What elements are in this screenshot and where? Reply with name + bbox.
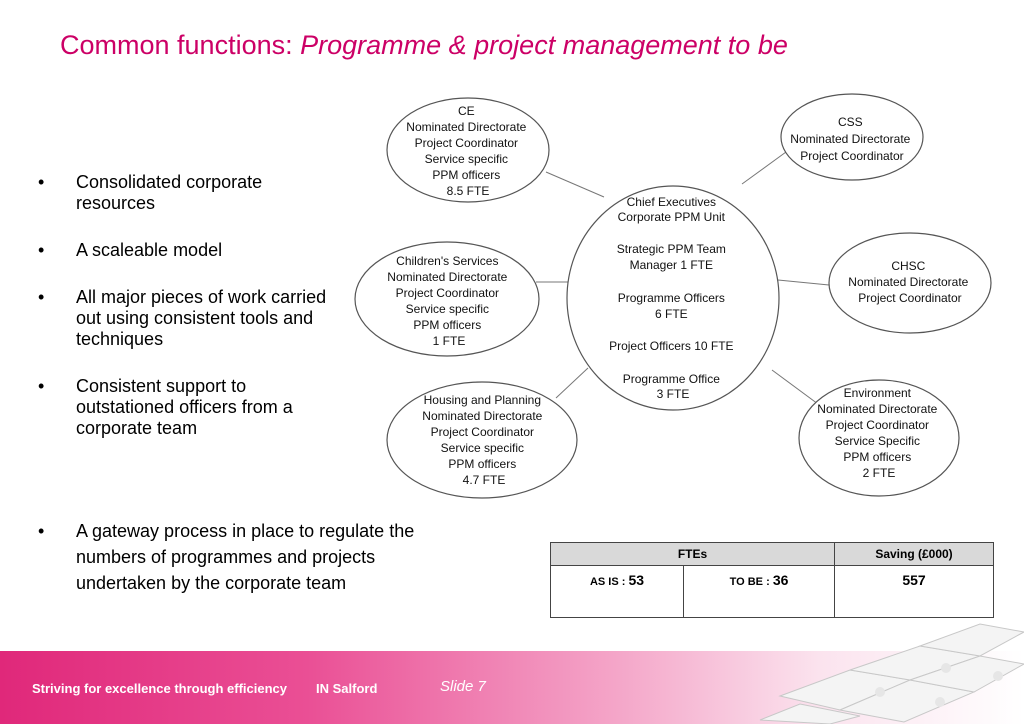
css-node: [781, 94, 923, 180]
childrens-services-node: [355, 242, 539, 356]
bullet-item: • All major pieces of work carried out using consistent tools and techniques: [38, 287, 328, 350]
bullet-item: • A scaleable model: [38, 240, 328, 261]
bullet-item: • A gateway process in place to regulate the numbers of programmes and projects undertaken by the corporate team: [38, 518, 458, 596]
title-prefix: Common functions:: [60, 30, 301, 60]
footer-city: IN Salford: [316, 681, 378, 696]
chsc-node: [829, 233, 991, 333]
housing-planning-text: Housing and Planning Nominated Directorate Project Coordinator Service specific PPM officers 4.7 FTE: [422, 393, 543, 487]
housing-planning-node: [387, 382, 577, 498]
saving-value: 557: [902, 572, 926, 588]
as-is-label: AS IS :: [589, 576, 629, 588]
ce-text: CE Nominated Directorate Project Coordinator Service specific PPM officers 8.5 FTE: [406, 104, 527, 198]
saving-header: Saving (£000): [835, 543, 994, 566]
css-text: CSS Nominated Directorate Project Coordinator: [790, 115, 911, 163]
puzzle-graphic: [740, 600, 1024, 724]
childrens-services-text: Children's Services Nominated Directorate Project Coordinator Service specific PPM officers 1 FTE: [387, 254, 508, 348]
bullet-item: • Consistent support to outstationed officers from a corporate team: [38, 376, 328, 439]
as-is-value: 53: [628, 572, 645, 588]
ce-node: [387, 98, 549, 202]
title-emphasis: Programme & project management to be: [300, 30, 788, 60]
chsc-text: CHSC Nominated Directorate Project Coordinator: [848, 259, 969, 305]
as-is-cell: [551, 566, 684, 618]
center-node: [567, 186, 779, 410]
to-be-label: TO BE :: [729, 576, 773, 588]
environment-text: Environment Nominated Directorate Project Coordinator Service Specific PPM officers 2 FTE: [817, 386, 938, 480]
to-be-value: 36: [772, 572, 789, 588]
environment-node: [799, 380, 959, 496]
bullet-item: • Consolidated corporate resources: [38, 172, 328, 214]
footer-slogan: Striving for excellence through efficiency: [32, 681, 288, 696]
slide-number: Slide 7: [440, 678, 486, 695]
center-text: Chief Executives Corporate PPM Unit Strategic PPM Team Manager 1 FTE Programme Officers 6 FTE Project Officers 10 FTE Programme Office 3 FTE: [609, 195, 734, 401]
fte-header: FTEs: [551, 543, 835, 566]
